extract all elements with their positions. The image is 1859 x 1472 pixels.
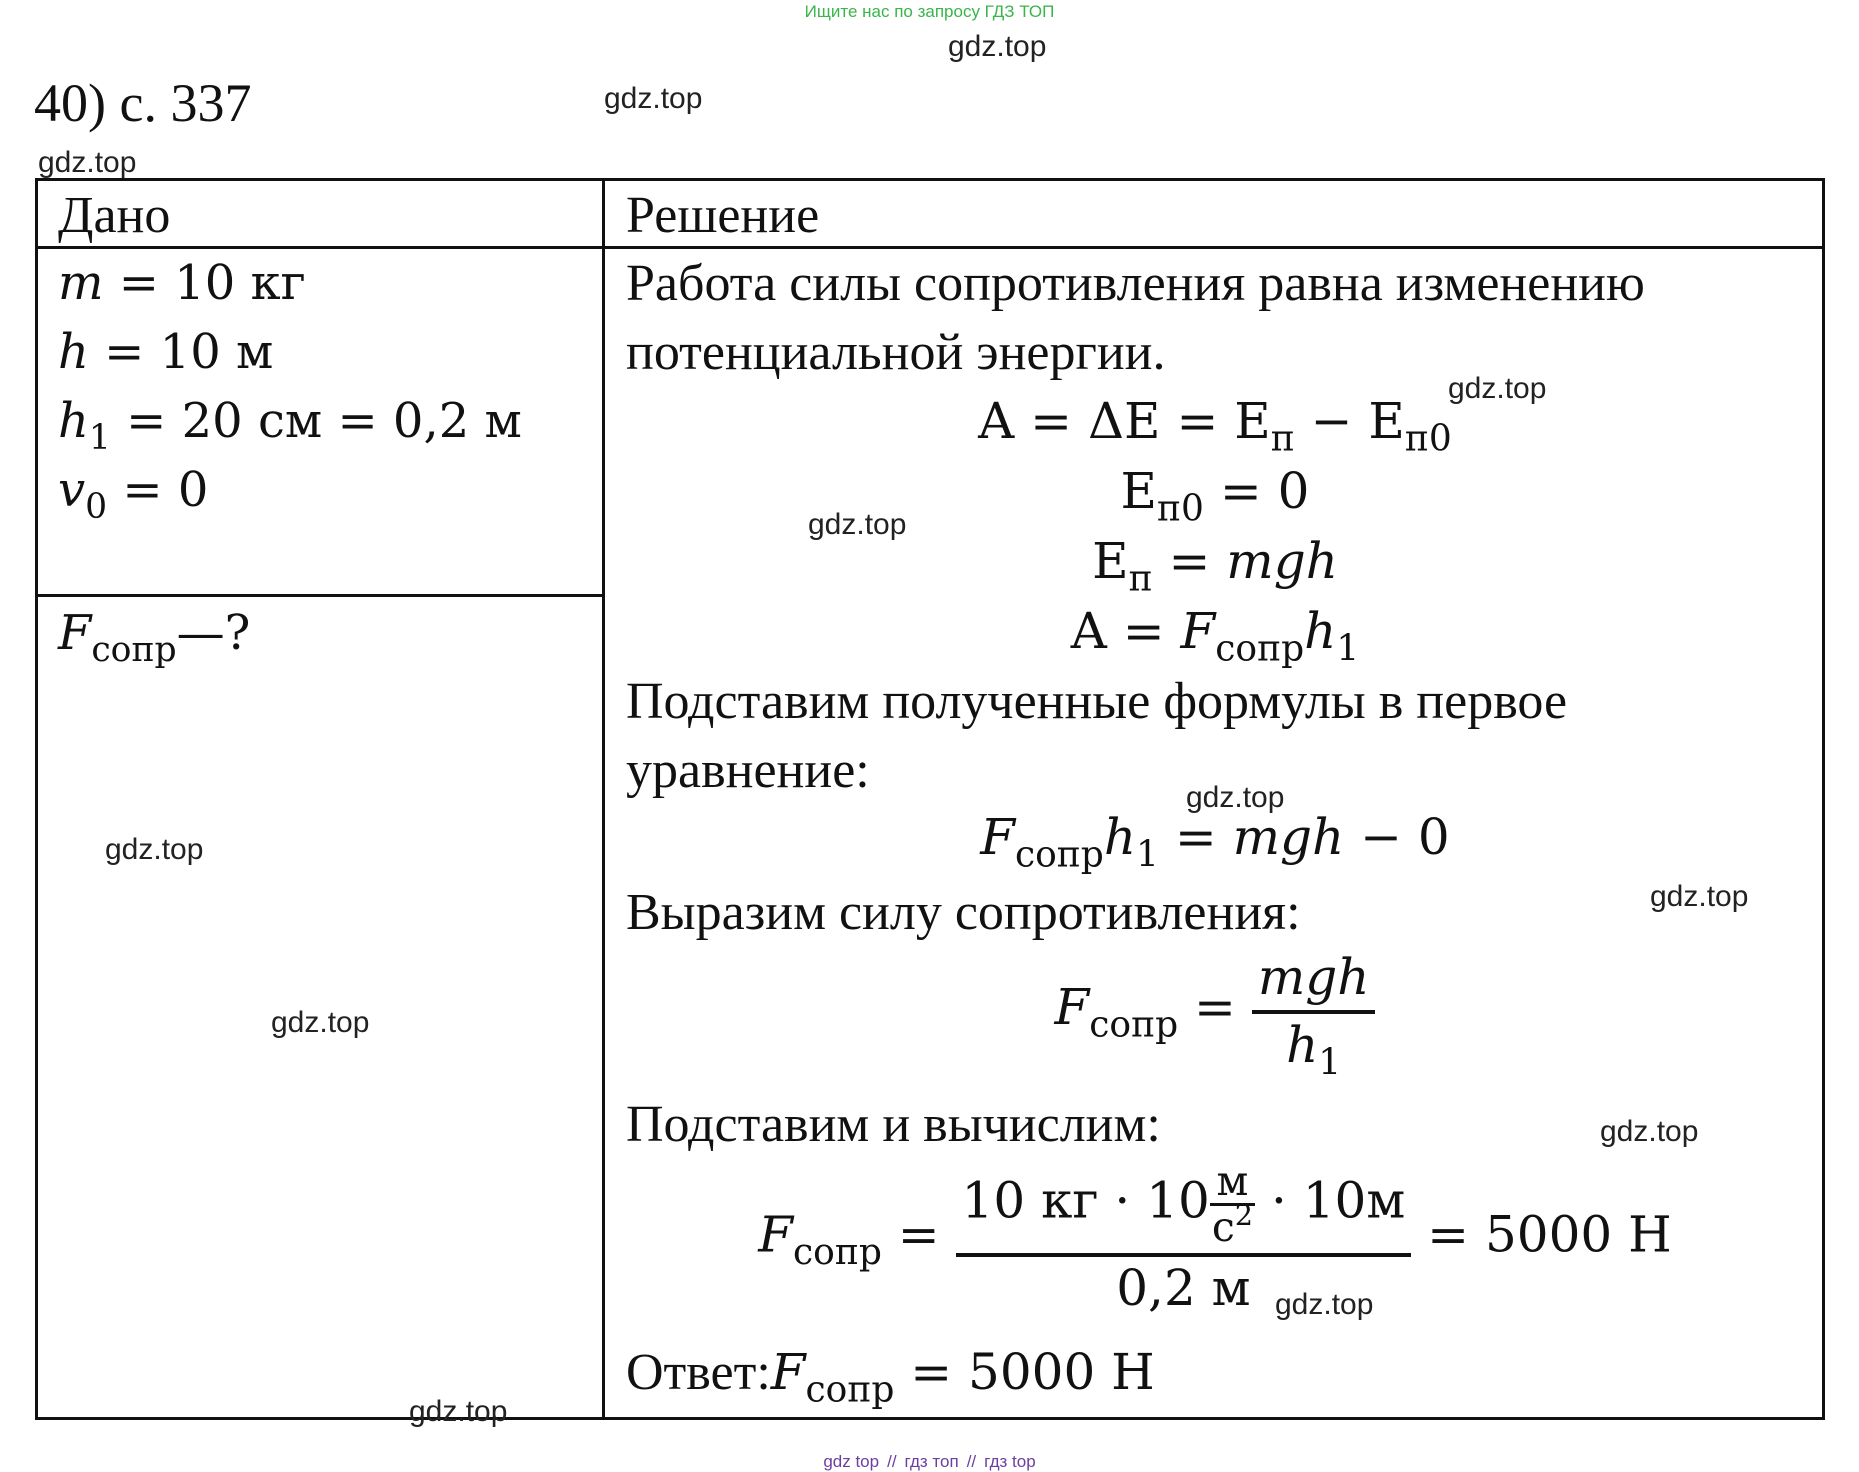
watermark: gdz.top bbox=[1275, 1288, 1374, 1321]
bottom-links bbox=[0, 1452, 1859, 1472]
answer: $Ответ:F_{сопр} = 5000$ Н bbox=[626, 1343, 1155, 1411]
equation: $A = \Delta E = E_п - E_{п0}$ bbox=[978, 392, 1452, 460]
solution-text: Подставим полученные формулы в первое bbox=[626, 673, 1568, 730]
equation: $F_{сопр}h_1$ = mgh − 0 bbox=[980, 808, 1450, 876]
watermark: gdz.top bbox=[38, 146, 137, 179]
watermark: gdz.top bbox=[1186, 781, 1285, 814]
given-header: Дано bbox=[58, 187, 171, 244]
given-initial-velocity: $v_0 = 0$ bbox=[58, 462, 209, 528]
equation: $A = F_{сопр}h_1$ bbox=[1070, 602, 1360, 670]
watermark: gdz.top bbox=[1600, 1115, 1699, 1148]
watermark: gdz.top bbox=[1650, 880, 1749, 913]
given-depth: $h_1 = 20$ см = 0,2 м bbox=[58, 393, 522, 459]
watermark: gdz.top bbox=[948, 30, 1047, 63]
table-divider bbox=[35, 246, 1825, 249]
separator: // bbox=[887, 1452, 897, 1471]
watermark: gdz.top bbox=[1448, 372, 1547, 405]
solution-text: потенциальной энергии. bbox=[626, 324, 1166, 381]
solution-header: Решение bbox=[626, 187, 820, 244]
separator: // bbox=[966, 1452, 977, 1471]
bottom-link[interactable]: гдз top bbox=[984, 1452, 1036, 1471]
solution-text: Работа силы сопротивления равна изменению bbox=[626, 255, 1645, 312]
watermark: gdz.top bbox=[409, 1395, 508, 1428]
solution-text: Выразим силу сопротивления: bbox=[626, 884, 1301, 941]
bottom-link[interactable]: gdz top bbox=[823, 1452, 880, 1471]
equation: $E_{п0} = 0$ bbox=[1120, 462, 1310, 530]
watermark: gdz.top bbox=[105, 833, 204, 866]
watermark: gdz.top bbox=[604, 82, 703, 115]
given-height: h = 10 м bbox=[58, 324, 274, 380]
watermark: gdz.top bbox=[271, 1006, 370, 1039]
bottom-link[interactable]: гдз топ bbox=[904, 1452, 959, 1471]
find-resistance-force: $F_{сопр}—$? bbox=[58, 605, 251, 671]
equation: $E_п$ = mgh bbox=[1092, 532, 1338, 600]
equation-fraction: $F_{сопр}$ = $\frac{\text{mgh}}{h_1}$ bbox=[605, 948, 1825, 1074]
solution-text: Подставим и вычислим: bbox=[626, 1096, 1161, 1153]
watermark: gdz.top bbox=[808, 508, 907, 541]
task-title: 40) с. 337 bbox=[34, 73, 252, 133]
given-mass: m = 10 кг bbox=[58, 255, 306, 311]
table-divider bbox=[35, 594, 605, 597]
search-banner: Ищите нас по запросу ГДЗ ТОП bbox=[804, 2, 1055, 21]
solution-text: уравнение: bbox=[626, 742, 870, 799]
equation-calculation: $F_{сопр}$ = 10 кг · 10 м $с^2$ · 10м 0,2 м = 5000 Н bbox=[758, 1157, 1672, 1318]
